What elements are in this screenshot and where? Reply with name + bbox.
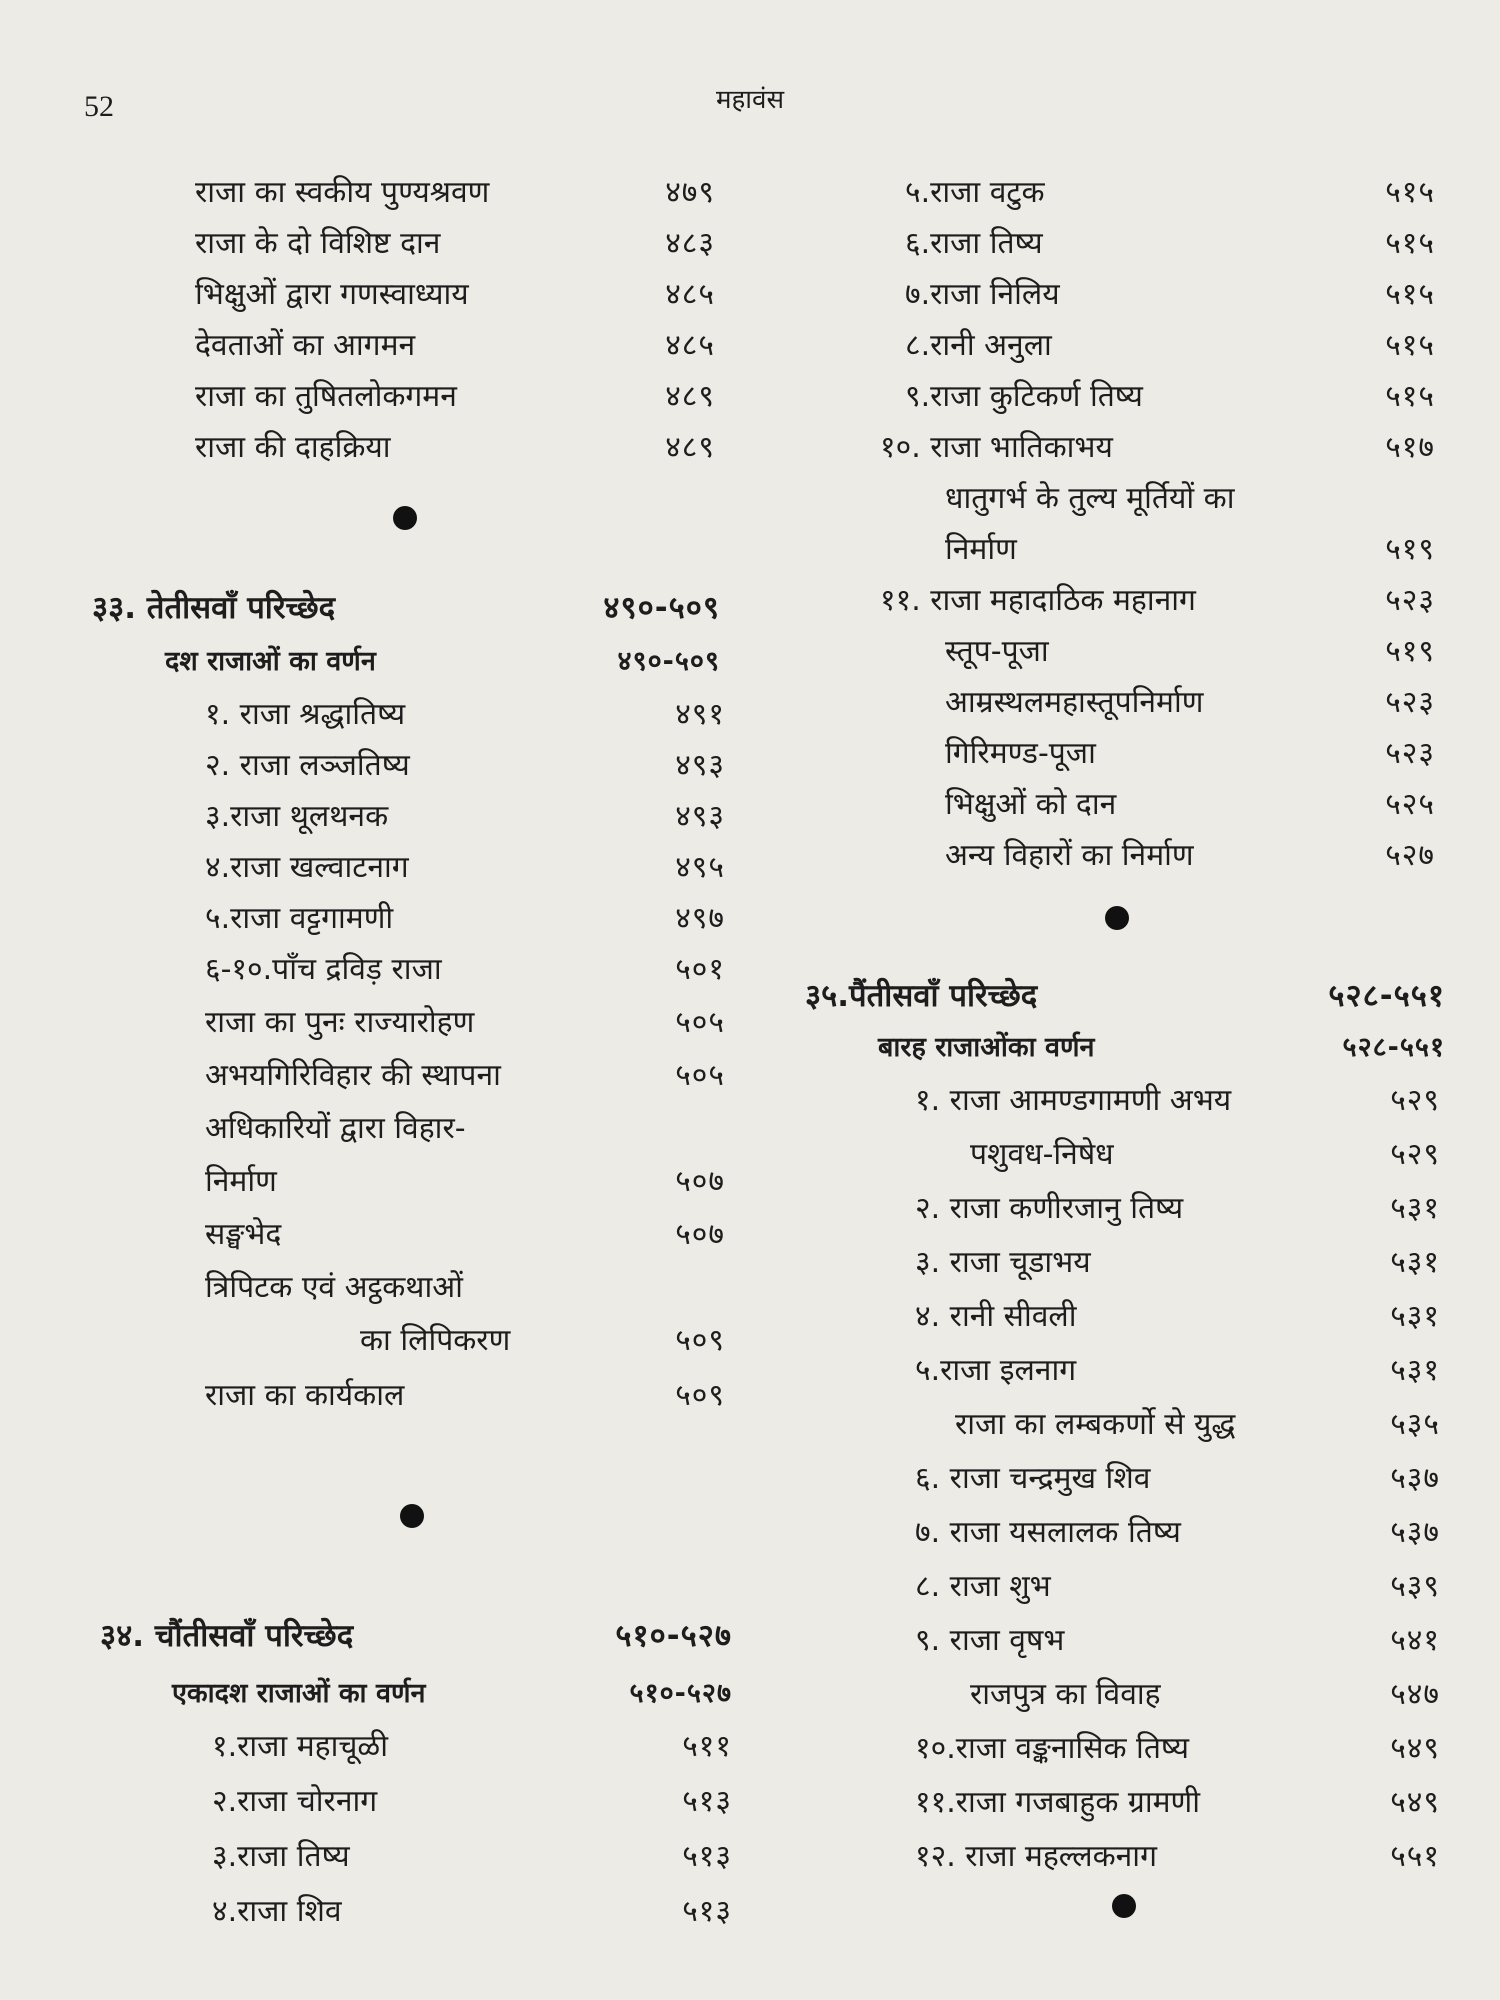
left-column [0, 0, 732, 2000]
toc-entry: आम्रस्थलमहास्तूपनिर्माण ५२३ [945, 685, 1435, 720]
chapter-heading: ३३. तेतीसवाँ परिच्छेद ४९०-५०९ [92, 590, 720, 626]
toc-entry: ६-१०.पाँच द्रविड़ राजा ५०१ [205, 952, 725, 987]
toc-entry: अन्य विहारों का निर्माण ५२७ [945, 838, 1435, 873]
toc-entry: भिक्षुओं को दान ५२५ [945, 787, 1435, 822]
toc-entry: ४.राजा शिव ५१३ [212, 1894, 732, 1929]
section-heading: बारह राजाओंका वर्णन ५२८-५५१ [878, 1032, 1445, 1063]
toc-entry: १.राजा महाचूळी ५११ [212, 1729, 732, 1764]
toc-entry: धातुगर्भ के तुल्य मूर्तियों का [945, 481, 1235, 516]
toc-entry: ८. राजा शुभ ५३९ [915, 1569, 1440, 1604]
toc-entry: अधिकारियों द्वारा विहार- [205, 1111, 466, 1146]
toc-entry: ४. रानी सीवली ५३१ [915, 1299, 1440, 1334]
toc-entry: राजपुत्र का विवाह ५४७ [970, 1677, 1440, 1712]
toc-entry: राजा की दाहक्रिया ४८९ [195, 430, 715, 465]
toc-entry: राजा का तुषितलोकगमन ४८९ [195, 379, 715, 414]
toc-entry: ११.राजा गजबाहुक ग्रामणी ५४९ [915, 1785, 1440, 1820]
right-column [760, 0, 1460, 2000]
toc-entry: राजा का कार्यकाल ५०९ [205, 1378, 725, 1413]
section-separator-dot [1105, 906, 1129, 930]
toc-entry: ७. राजा यसलालक तिष्य ५३७ [915, 1515, 1440, 1550]
section-separator-dot [393, 506, 417, 530]
toc-entry: राजा का लम्बकर्णो से युद्ध ५३५ [955, 1407, 1440, 1442]
toc-entry: ६. राजा चन्द्रमुख शिव ५३७ [915, 1461, 1440, 1496]
toc-entry: सङ्घभेद ५०७ [205, 1217, 725, 1252]
toc-entry: राजा का पुनः राज्यारोहण ५०५ [205, 1005, 725, 1040]
toc-entry: ५.राजा वट्टगामणी ४९७ [205, 901, 725, 936]
toc-entry: ७.राजा निलिय ५१५ [905, 277, 1435, 312]
running-title: महावंस [715, 85, 785, 115]
toc-entry: त्रिपिटक एवं अट्ठकथाओं [205, 1270, 463, 1305]
toc-entry: निर्माण ५१९ [945, 532, 1435, 567]
toc-entry: २.राजा चोरनाग ५१३ [212, 1784, 732, 1819]
section-separator-dot [400, 1504, 424, 1528]
section-separator-dot [1112, 1894, 1136, 1918]
toc-entry: ४.राजा खल्वाटनाग ४९५ [205, 850, 725, 885]
toc-entry: ११. राजा महादाठिक महानाग ५२३ [880, 583, 1435, 618]
toc-entry: ३. राजा चूडाभय ५३१ [915, 1245, 1440, 1280]
toc-entry: २. राजा कणीरजानु तिष्य ५३१ [915, 1191, 1440, 1226]
toc-entry: १०. राजा भातिकाभय ५१७ [880, 430, 1435, 465]
toc-entry: २. राजा लञ्जतिष्य ४९३ [205, 748, 725, 783]
toc-entry: ६.राजा तिष्य ५१५ [905, 226, 1435, 261]
toc-entry: देवताओं का आगमन ४८५ [195, 328, 715, 363]
toc-entry: ८.रानी अनुला ५१५ [905, 328, 1435, 363]
toc-entry: गिरिमण्ड-पूजा ५२३ [945, 736, 1435, 771]
toc-entry: भिक्षुओं द्वारा गणस्वाध्याय ४८५ [195, 277, 715, 312]
toc-entry: राजा का स्वकीय पुण्यश्रवण ४७९ [195, 175, 715, 210]
toc-entry: ५.राजा इलनाग ५३१ [915, 1353, 1440, 1388]
toc-entry: १०.राजा वङ्कनासिक तिष्य ५४९ [915, 1731, 1440, 1766]
toc-entry: ९. राजा वृषभ ५४१ [915, 1623, 1440, 1658]
section-heading: एकादश राजाओं का वर्णन ५१०-५२७ [172, 1678, 732, 1709]
toc-entry: स्तूप-पूजा ५१९ [945, 634, 1435, 669]
section-heading: दश राजाओं का वर्णन ४९०-५०९ [165, 646, 720, 677]
toc-entry: राजा के दो विशिष्ट दान ४८३ [195, 226, 715, 261]
toc-entry: ३.राजा तिष्य ५१३ [212, 1839, 732, 1874]
toc-entry: १. राजा आमण्डगामणी अभय ५२९ [915, 1083, 1440, 1118]
toc-entry: अभयगिरिविहार की स्थापना ५०५ [205, 1058, 725, 1093]
chapter-heading: ३४. चौंतीसवाँ परिच्छेद ५१०-५२७ [100, 1618, 732, 1654]
toc-entry: पशुवध-निषेध ५२९ [970, 1137, 1440, 1172]
toc-entry: १२. राजा महल्लकनाग ५५१ [915, 1839, 1440, 1874]
toc-entry: ९.राजा कुटिकर्ण तिष्य ५१५ [905, 379, 1435, 414]
toc-entry: निर्माण ५०७ [205, 1164, 725, 1199]
toc-entry: ५.राजा वटुक ५१५ [905, 175, 1435, 210]
toc-entry: ३.राजा थूलथनक ४९३ [205, 799, 725, 834]
chapter-heading: ३५.पैंतीसवाँ परिच्छेद ५२८-५५१ [805, 978, 1445, 1014]
toc-entry: १. राजा श्रद्धातिष्य ४९१ [205, 697, 725, 732]
page-number: 52 [84, 90, 114, 123]
toc-entry: का लिपिकरण ५०९ [360, 1323, 725, 1358]
